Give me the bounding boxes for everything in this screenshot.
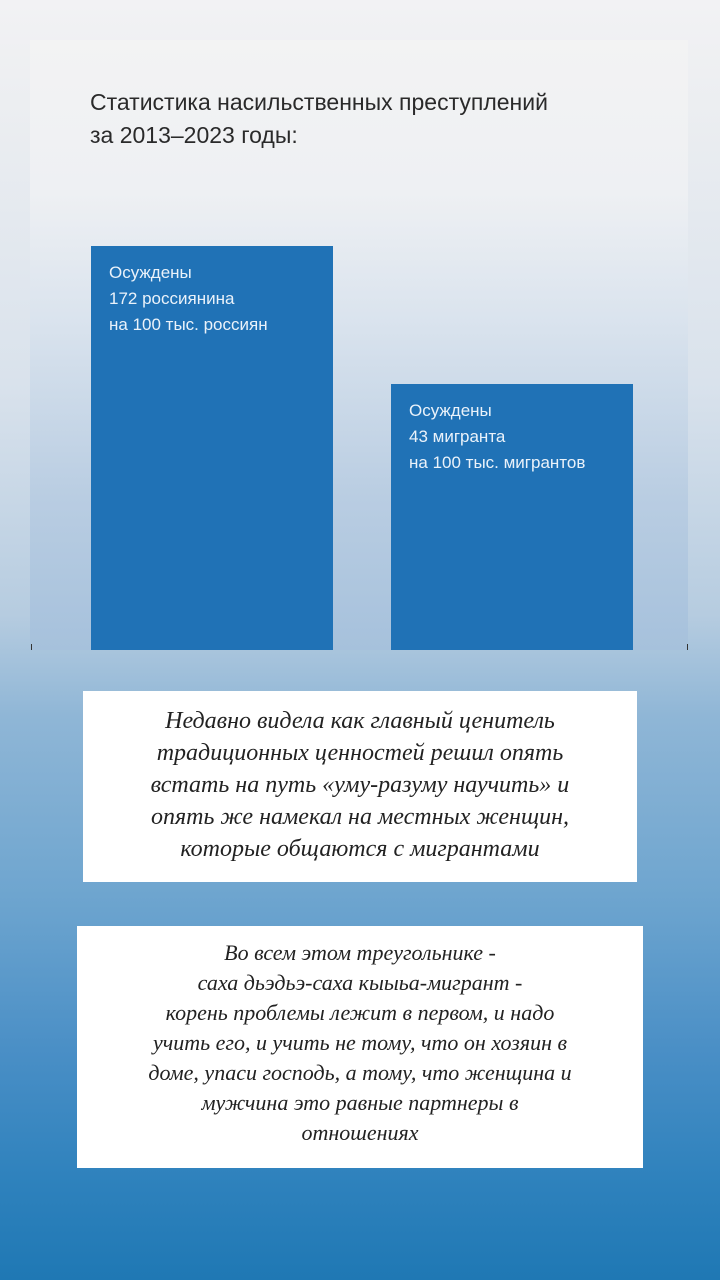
bar-label: 172 россиянина — [109, 289, 235, 308]
caption-line: доме, упаси господь, а тому, что женщина и — [148, 1060, 572, 1085]
bar-label: 43 мигранта — [409, 427, 506, 446]
caption-line: учить его, и учить не тому, что он хозяин в — [152, 1030, 568, 1055]
caption-line: саха дьэдьэ-саха кыыьа-мигрант - — [197, 970, 523, 995]
caption-line: Недавно видела как главный ценитель — [165, 708, 555, 734]
caption-line: встать на путь «уму-разуму научить» и — [150, 772, 570, 798]
caption-line: корень проблемы лежит в первом, и надо — [165, 1000, 555, 1025]
caption-line: мужчина это равные партнеры в — [201, 1090, 519, 1115]
chart-title-line1: Статистика насильственных преступлений — [90, 89, 548, 115]
bar-label: Осуждены — [409, 401, 492, 420]
bar-russians — [91, 246, 333, 650]
bar-label: на 100 тыс. мигрантов — [409, 453, 586, 472]
caption-line: традиционных ценностей решил опять — [156, 740, 564, 766]
caption-line: отношениях — [301, 1120, 419, 1145]
axis-tick — [687, 644, 688, 650]
caption-box-2 — [77, 926, 643, 1168]
caption-box-1 — [83, 691, 637, 882]
caption-line: которые общаются с мигрантами — [180, 836, 540, 862]
caption-line: Во всем этом треугольнике - — [224, 940, 496, 965]
caption-line: опять же намекал на местных женщин, — [151, 804, 569, 830]
bar-label: Осуждены — [109, 263, 192, 282]
chart-card — [30, 40, 688, 650]
chart-title-line2: за 2013–2023 годы: — [90, 122, 298, 148]
bar-label: на 100 тыс. россиян — [109, 315, 268, 334]
chart-title — [90, 86, 650, 152]
axis-tick — [31, 644, 32, 650]
bar-migrants — [391, 384, 633, 650]
